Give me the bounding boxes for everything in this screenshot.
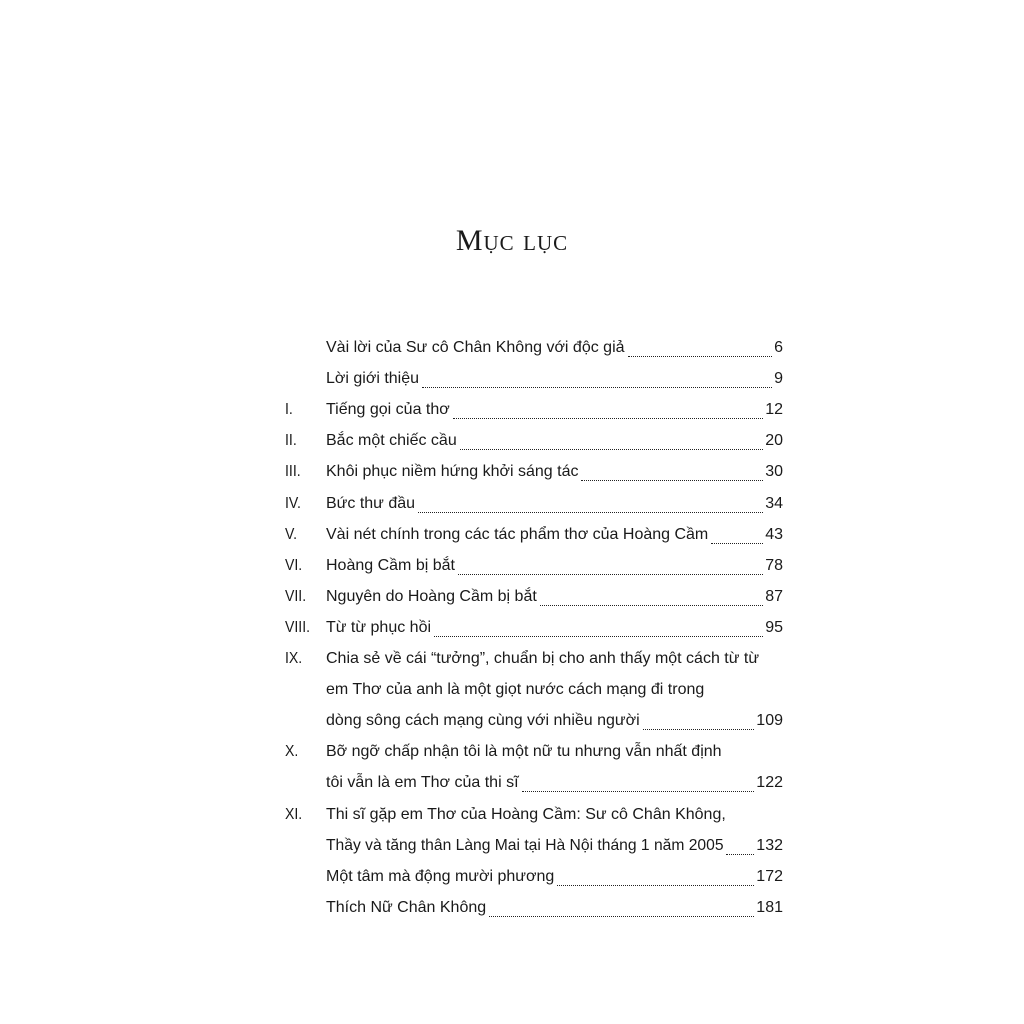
toc-entry-title: Thích Nữ Chân Không bbox=[326, 898, 487, 916]
toc-entry[interactable] bbox=[0, 426, 1024, 456]
dot-leader bbox=[453, 418, 763, 419]
toc-entry-line bbox=[326, 364, 783, 394]
dot-leader bbox=[711, 543, 763, 544]
toc-entry-line bbox=[326, 800, 783, 830]
toc-page-number: 12 bbox=[765, 401, 783, 419]
toc-entry-text: em Thơ của anh là một giọt nước cách mạng đi trong bbox=[326, 681, 705, 699]
toc-entry-line bbox=[326, 737, 783, 767]
toc-entry-number: VIII. bbox=[285, 618, 311, 636]
toc-entry-continuation bbox=[0, 800, 1024, 830]
toc-page-number: 30 bbox=[765, 463, 783, 481]
toc-entry-title: Hoàng Cầm bị bắt bbox=[326, 556, 455, 574]
dot-leader bbox=[557, 885, 754, 886]
toc-entry-continuation bbox=[0, 737, 1024, 767]
toc-entry-line bbox=[326, 489, 783, 519]
toc-entry-continuation bbox=[0, 675, 1024, 705]
toc-entry[interactable] bbox=[0, 831, 1024, 861]
toc-entry-title: Tiếng gọi của thơ bbox=[326, 401, 450, 419]
toc-entry[interactable] bbox=[0, 768, 1024, 798]
dot-leader bbox=[458, 574, 763, 575]
toc-entry-number: I. bbox=[285, 401, 293, 419]
toc-entry-title: Vài lời của Sư cô Chân Không với độc giả bbox=[326, 339, 625, 356]
toc-entry-number: II. bbox=[285, 432, 297, 450]
toc-page-number: 87 bbox=[765, 587, 783, 605]
dot-leader bbox=[422, 387, 772, 388]
toc-entry-number: IV. bbox=[285, 494, 301, 512]
toc-entry-line bbox=[326, 613, 783, 643]
toc-entry-number: XI. bbox=[285, 805, 303, 823]
toc-page-number: 6 bbox=[774, 339, 783, 356]
toc-entry-title: tôi vẫn là em Thơ của thi sĩ bbox=[326, 774, 519, 792]
dot-leader bbox=[643, 729, 755, 730]
toc-entry-line bbox=[326, 333, 783, 363]
toc-page-number: 95 bbox=[765, 618, 783, 636]
toc-entry-line bbox=[326, 675, 783, 705]
toc-entry[interactable] bbox=[0, 613, 1024, 643]
toc-entry-title: Vài nét chính trong các tác phẩm thơ của Hoàng Cầm bbox=[326, 525, 709, 543]
toc-entry-number: IX. bbox=[285, 650, 303, 667]
toc-entry-line bbox=[326, 582, 783, 612]
page-title: Mục lục bbox=[455, 224, 569, 257]
toc-entry-text: Thi sĩ gặp em Thơ của Hoàng Cầm: Sư cô Chân Không, bbox=[326, 805, 726, 823]
toc-entry-title: Bắc một chiếc cầu bbox=[326, 432, 457, 450]
toc-entry-title: Khôi phục niềm hứng khởi sáng tác bbox=[326, 463, 579, 481]
toc-entry-number: VI. bbox=[285, 556, 303, 574]
dot-leader bbox=[726, 854, 754, 855]
toc-entry-line bbox=[326, 768, 783, 798]
toc-entry[interactable] bbox=[0, 333, 1024, 363]
toc-entry-line bbox=[326, 551, 783, 581]
toc-entry[interactable] bbox=[0, 862, 1024, 892]
toc-entry[interactable] bbox=[0, 582, 1024, 612]
toc-entry[interactable] bbox=[0, 457, 1024, 487]
dot-leader bbox=[581, 480, 763, 481]
toc-page-number: 172 bbox=[756, 867, 783, 885]
toc-entry-title: Từ từ phục hồi bbox=[326, 618, 432, 636]
toc-page-number: 34 bbox=[765, 494, 783, 512]
dot-leader bbox=[418, 512, 763, 513]
dot-leader bbox=[460, 449, 763, 450]
toc-entry-title: Nguyên do Hoàng Cầm bị bắt bbox=[326, 587, 537, 605]
toc-entry[interactable] bbox=[0, 551, 1024, 581]
dot-leader bbox=[434, 636, 763, 637]
toc-entry-text: Chia sẻ về cái “tưởng”, chuẩn bị cho anh thấy một cách từ từ bbox=[326, 650, 760, 667]
toc-entry-line bbox=[326, 644, 783, 674]
dot-leader bbox=[489, 916, 754, 917]
toc-entry-title: Lời giới thiệu bbox=[326, 370, 420, 388]
dot-leader bbox=[540, 605, 763, 606]
toc-entry-title: Thầy và tăng thân Làng Mai tại Hà Nội tháng 1 năm 2005 bbox=[326, 836, 724, 854]
toc-page-number: 122 bbox=[756, 774, 783, 792]
toc-entry[interactable] bbox=[0, 489, 1024, 519]
dot-leader bbox=[628, 356, 773, 357]
toc-entry-title: Một tâm mà động mười phương bbox=[326, 867, 555, 885]
toc-entry-line bbox=[326, 706, 783, 736]
toc-entry[interactable] bbox=[0, 520, 1024, 550]
toc-entry[interactable] bbox=[0, 364, 1024, 394]
toc-entry-text: Bỡ ngỡ chấp nhận tôi là một nữ tu nhưng vẫn nhất định bbox=[326, 743, 722, 761]
toc-page-number: 43 bbox=[765, 525, 783, 543]
toc-page-number: 20 bbox=[765, 432, 783, 450]
toc-page-number: 181 bbox=[756, 898, 783, 916]
toc-entry-line bbox=[326, 426, 783, 456]
toc-page-number: 9 bbox=[774, 370, 783, 388]
toc-page-number: 132 bbox=[756, 836, 783, 854]
toc-entry-line bbox=[326, 457, 783, 487]
toc-entry[interactable] bbox=[0, 395, 1024, 425]
toc-entry-number: VII. bbox=[285, 587, 307, 605]
toc-entry[interactable] bbox=[0, 706, 1024, 736]
toc-page-number: 109 bbox=[756, 712, 783, 730]
toc-entry-number: X. bbox=[285, 743, 299, 761]
toc-entry-title: Bức thư đầu bbox=[326, 494, 416, 512]
toc-entry-title: dòng sông cách mạng cùng với nhiều người bbox=[326, 712, 640, 730]
toc-entry-line bbox=[326, 862, 783, 892]
toc-entry-line bbox=[326, 831, 783, 861]
toc-entry-line bbox=[326, 893, 783, 923]
toc-entry[interactable] bbox=[0, 893, 1024, 923]
toc-entry-number: V. bbox=[285, 525, 298, 543]
toc-entry-line bbox=[326, 395, 783, 425]
toc-page-number: 78 bbox=[765, 556, 783, 574]
dot-leader bbox=[522, 791, 755, 792]
toc-entry-line bbox=[326, 520, 783, 550]
toc-entry-number: III. bbox=[285, 463, 301, 481]
toc-entry-continuation bbox=[0, 644, 1024, 674]
